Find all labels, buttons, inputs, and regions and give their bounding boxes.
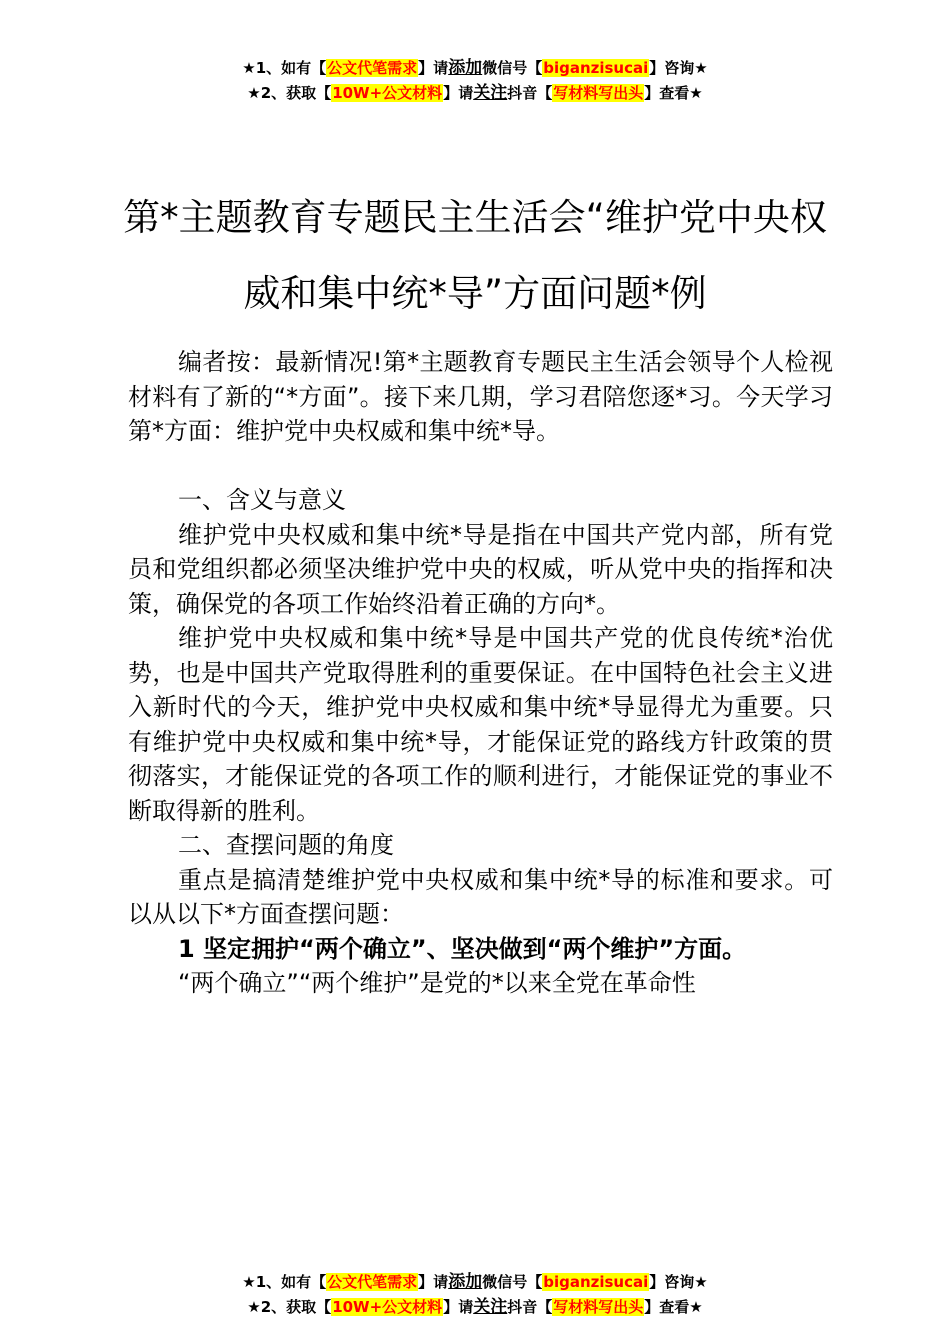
promo-line-1: ★1、如有【公文代笔需求】请添加微信号【biganzisucai】咨询★	[242, 58, 708, 78]
promo-underline: 关注	[473, 83, 508, 103]
promo-underline: 添加	[448, 58, 483, 78]
document-body	[128, 345, 833, 1001]
promo-wechat-id: biganzisucai	[543, 59, 649, 77]
promo-highlight: 10W+公文材料	[332, 84, 443, 102]
document-title: 第*主题教育专题民主生活会“维护党中央权威和集中统*导”方面问题*例	[123, 196, 827, 315]
promo-underline: 关注	[473, 1297, 508, 1317]
editor-note-paragraph: 编者按：最新情况!第*主题教育专题民主生活会领导个人检视材料有了新的“*方面”。接下来几期，学习君陪您逐*习。今天学习第*方面：维护党中央权威和集中统*导。	[128, 348, 833, 445]
promo-line-1: ★1、如有【公文代笔需求】请添加微信号【biganzisucai】咨询★	[242, 1272, 708, 1292]
promo-douyin-id: 写材料写出头	[553, 1298, 644, 1316]
subsection-heading-1: 1 坚定拥护“两个确立”、坚决做到“两个维护”方面。	[178, 934, 747, 963]
section-heading-1: 一、含义与意义	[178, 486, 346, 514]
body-paragraph: “两个确立”“两个维护”是党的*以来全党在革命性	[178, 969, 696, 997]
promo-line-2: ★2、获取【10W+公文材料】请关注抖音【写材料写出头】查看★	[247, 1297, 703, 1317]
promo-line-2: ★2、获取【10W+公文材料】请关注抖音【写材料写出头】查看★	[247, 83, 703, 103]
promo-highlight: 公文代笔需求	[327, 1273, 418, 1291]
header-promo-banner	[0, 56, 950, 106]
promo-highlight: 10W+公文材料	[332, 1298, 443, 1316]
promo-highlight: 公文代笔需求	[327, 59, 418, 77]
body-paragraph: 维护党中央权威和集中统*导是中国共产党的优良传统*治优势，也是中国共产党取得胜利的重要保证。在中国特色社会主义进入新时代的今天，维护党中央权威和集中统*导显得尤为重要。只有维护党中央权威和集中统*导，才能保证党的路线方针政策的贯彻落实，才能保证党的各项工作的顺利进行，才能保证党的事业不断取得新的胜利。	[128, 624, 833, 825]
promo-douyin-id: 写材料写出头	[553, 84, 644, 102]
promo-wechat-id: biganzisucai	[543, 1273, 649, 1291]
body-paragraph: 重点是搞清楚维护党中央权威和集中统*导的标准和要求。可以从以下*方面查摆问题：	[128, 865, 833, 928]
section-heading-2: 二、查摆问题的角度	[178, 831, 394, 859]
body-paragraph: 维护党中央权威和集中统*导是指在中国共产党内部，所有党员和党组织都必须坚决维护党中央的权威，听从党中央的指挥和决策，确保党的各项工作始终沿着正确的方向*。	[128, 520, 833, 618]
footer-promo-banner	[0, 1270, 950, 1320]
promo-underline: 添加	[448, 1272, 483, 1292]
